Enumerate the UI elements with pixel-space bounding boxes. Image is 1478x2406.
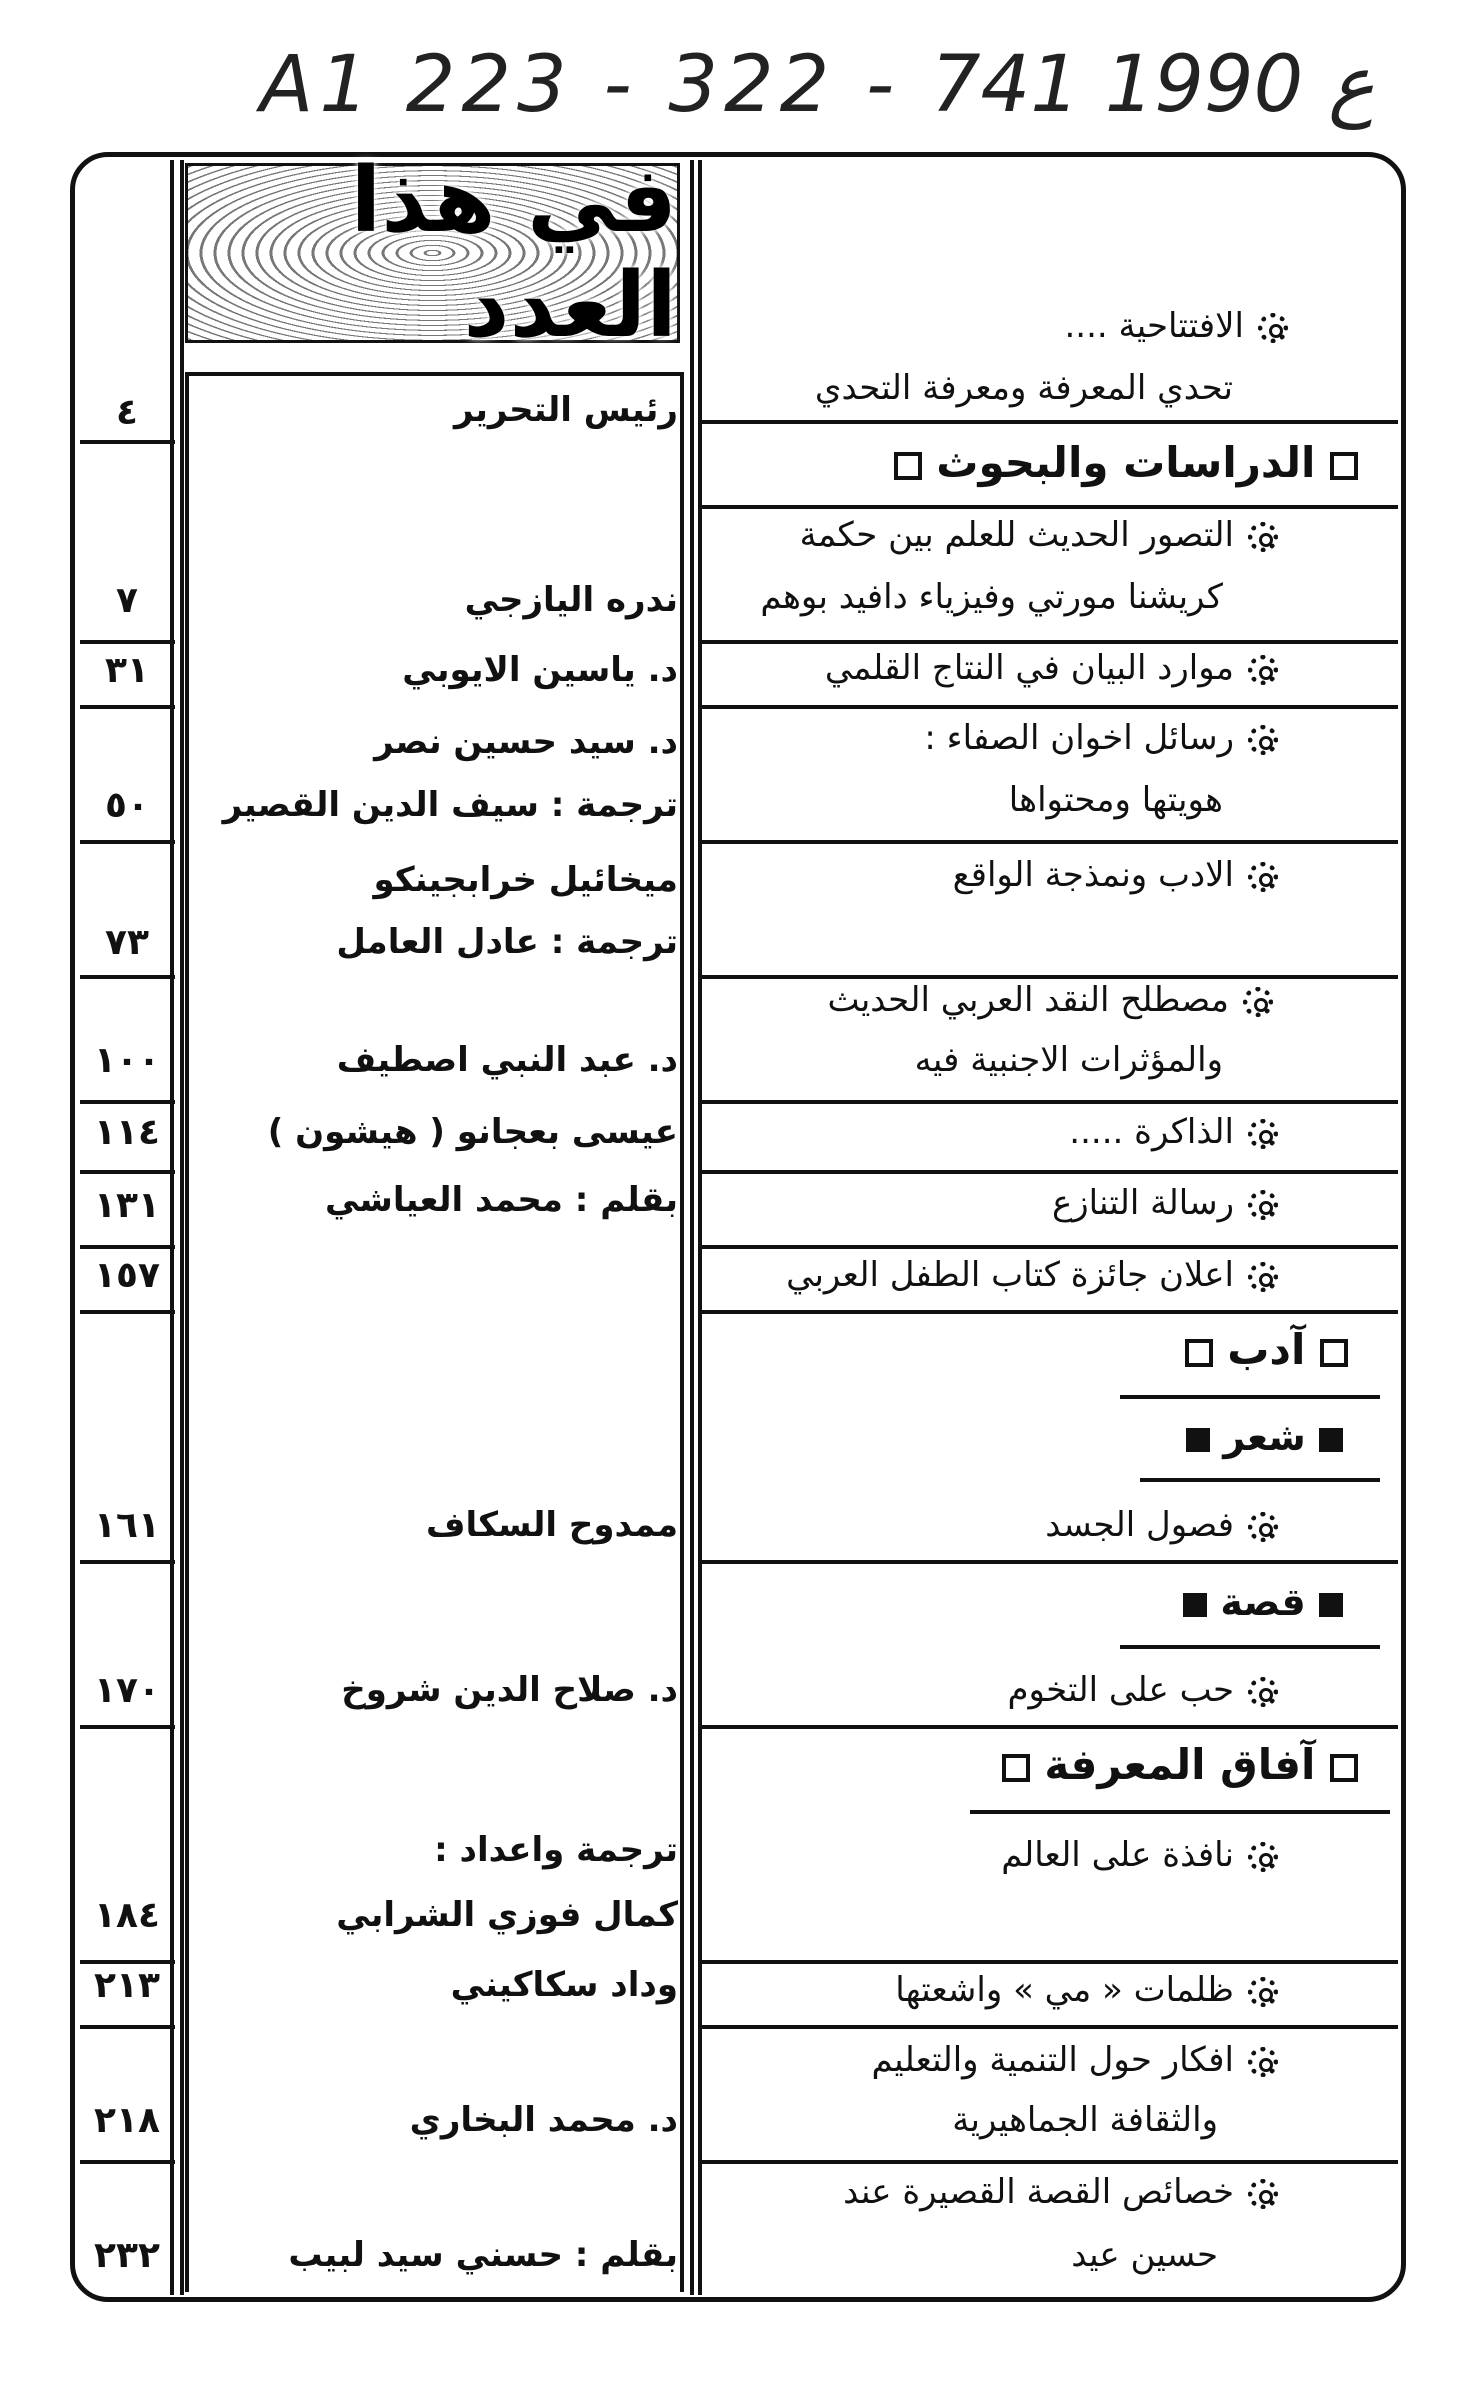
gear-bullet-icon <box>1248 2047 1278 2077</box>
page-sep <box>80 1245 175 1249</box>
handwritten-header: A1 223 - 322 - ع 1990 741 <box>260 40 1375 130</box>
author-box-top <box>185 372 684 376</box>
author-box-right <box>680 372 684 2292</box>
section-underline <box>970 1810 1390 1814</box>
gear-bullet-icon <box>1248 2179 1278 2209</box>
page-number: ٧٣ <box>105 922 149 963</box>
title-sep <box>698 505 1398 509</box>
entry-title-line2: والمؤثرات الاجنبية فيه <box>914 1040 1223 1080</box>
issue-title-box <box>185 148 680 358</box>
entry-author: ترجمة واعداد : <box>434 1830 678 1870</box>
title-sep <box>698 840 1398 844</box>
gear-bullet-icon <box>1248 862 1278 892</box>
entry-author: بقلم : محمد العياشي <box>325 1180 678 1220</box>
entry-title-line2: هويتها ومحتواها <box>1008 780 1223 820</box>
entry-title-line2: حسين عيد <box>1071 2235 1218 2275</box>
entry-title: موارد البيان في النتاج القلمي <box>825 648 1278 688</box>
section-underline <box>1120 1395 1380 1399</box>
entry-author: ندره اليازجي <box>464 580 678 620</box>
entry-author: ممدوح السكاف <box>425 1505 678 1545</box>
gear-bullet-icon <box>1248 1512 1278 1542</box>
gear-bullet-icon <box>1248 1842 1278 1872</box>
entry-title: الادب ونمذجة الواقع <box>953 855 1278 895</box>
entry-title: رسائل اخوان الصفاء : <box>924 718 1278 758</box>
gear-bullet-icon <box>1248 1677 1278 1707</box>
entry-title: مصطلح النقد العربي الحديث <box>827 980 1273 1020</box>
entry-title: خصائص القصة القصيرة عند <box>843 2172 1278 2212</box>
editor-label: رئيس التحرير <box>454 390 678 430</box>
page-number: ١٠٠ <box>94 1040 160 1081</box>
page-number: ١٨٤ <box>94 1895 160 1936</box>
entry-author: وداد سكاكيني <box>450 1965 678 2005</box>
page-sep <box>80 975 175 979</box>
author-column-line <box>690 160 694 2295</box>
page-sep <box>80 440 175 444</box>
page-sep <box>80 640 175 644</box>
entry-author: بقلم : حسني سيد لبيب <box>288 2235 678 2275</box>
title-sep <box>698 420 1398 424</box>
gear-bullet-icon <box>1248 522 1278 552</box>
page-sep <box>80 2025 175 2029</box>
page-sep <box>80 1560 175 1564</box>
page-number: ٣١ <box>105 650 149 691</box>
gear-bullet-icon <box>1243 987 1273 1017</box>
title-sep <box>698 1725 1398 1729</box>
page-number: ١٦١ <box>94 1505 160 1546</box>
entry-title: رسالة التنازع <box>1052 1183 1278 1223</box>
section-poetry: شعر <box>1186 1415 1343 1459</box>
page-number: ١٣١ <box>94 1185 160 1226</box>
entry-translator: ترجمة : عادل العامل <box>336 922 678 962</box>
title-sep <box>698 1100 1398 1104</box>
page-number: ٢٣٢ <box>94 2235 160 2276</box>
entry-author: د. صلاح الدين شروخ <box>341 1670 678 1710</box>
page-sep <box>80 2160 175 2164</box>
page-sep <box>80 1960 175 1964</box>
entry-title: حب على التخوم <box>1007 1670 1278 1710</box>
entry-title: الافتتاحية .... <box>1064 306 1288 346</box>
page-number: ٢١٨ <box>94 2100 160 2141</box>
title-sep <box>698 705 1398 709</box>
title-sep <box>698 2025 1398 2029</box>
page-number: ١٧٠ <box>94 1670 160 1711</box>
author-box-left <box>185 372 189 2292</box>
entry-title: فصول الجسد <box>1045 1505 1278 1545</box>
page-number: ١١٤ <box>94 1112 160 1153</box>
title-sep <box>698 640 1398 644</box>
section-studies: الدراسات والبحوث <box>894 438 1358 487</box>
section-horizons: آفاق المعرفة <box>1002 1740 1358 1789</box>
entry-title-line2: والثقافة الجماهيرية <box>952 2100 1218 2140</box>
entry-author: د. عبد النبي اصطيف <box>336 1040 678 1080</box>
page-number: ٥٠ <box>105 785 149 826</box>
entry-title: اعلان جائزة كتاب الطفل العربي <box>786 1255 1278 1295</box>
page-number: ٧ <box>116 580 138 621</box>
entry-title: ظلمات « مي » واشعتها <box>895 1970 1278 2010</box>
entry-title: افكار حول التنمية والتعليم <box>872 2040 1278 2080</box>
entry-author: ميخائيل خرابجينكو <box>373 860 678 900</box>
gear-bullet-icon <box>1248 1190 1278 1220</box>
gear-bullet-icon <box>1248 1262 1278 1292</box>
entry-author: د. ياسين الايوبي <box>402 650 678 690</box>
issue-title: في هذا العدد <box>350 148 677 358</box>
title-sep <box>698 2160 1398 2164</box>
page-sep <box>80 705 175 709</box>
page-number: ١٥٧ <box>94 1255 160 1296</box>
title-sep <box>698 1310 1398 1314</box>
page-sep <box>80 1170 175 1174</box>
title-sep <box>698 1560 1398 1564</box>
title-sep <box>698 1960 1398 1964</box>
section-story: قصة <box>1183 1580 1343 1624</box>
page-sep <box>80 1100 175 1104</box>
entry-title: نافذة على العالم <box>1001 1835 1278 1875</box>
entry-title-line2: تحدي المعرفة ومعرفة التحدي <box>814 368 1233 408</box>
entry-author: د. محمد البخاري <box>409 2100 678 2140</box>
entry-author: كمال فوزي الشرابي <box>336 1895 678 1935</box>
gear-bullet-icon <box>1248 655 1278 685</box>
gear-bullet-icon <box>1248 1977 1278 2007</box>
gear-bullet-icon <box>1248 1119 1278 1149</box>
title-sep <box>698 1245 1398 1249</box>
page-number: ٢١٣ <box>94 1965 160 2006</box>
page-sep <box>80 1725 175 1729</box>
entry-translator: ترجمة : سيف الدين القصير <box>222 785 678 825</box>
gear-bullet-icon <box>1248 725 1278 755</box>
section-underline <box>1120 1645 1380 1649</box>
page-sep <box>80 1310 175 1314</box>
page-column-line-inner <box>180 160 184 2295</box>
section-underline <box>1140 1478 1380 1482</box>
entry-author: د. سيد حسين نصر <box>374 722 678 762</box>
section-literature: آدب <box>1185 1325 1348 1374</box>
title-sep <box>698 975 1398 979</box>
gear-bullet-icon <box>1258 313 1288 343</box>
entry-author: عيسى بعجانو ( هيشون ) <box>267 1112 678 1152</box>
page-number: ٤ <box>116 392 138 433</box>
entry-title-line2: كريشنا مورتي وفيزياء دافيد بوهم <box>760 577 1223 617</box>
author-column-line-inner <box>698 160 702 2295</box>
page-sep <box>80 840 175 844</box>
title-sep <box>698 1170 1398 1174</box>
entry-title: التصور الحديث للعلم بين حكمة <box>800 515 1278 555</box>
entry-title: الذاكرة ..... <box>1069 1112 1278 1152</box>
